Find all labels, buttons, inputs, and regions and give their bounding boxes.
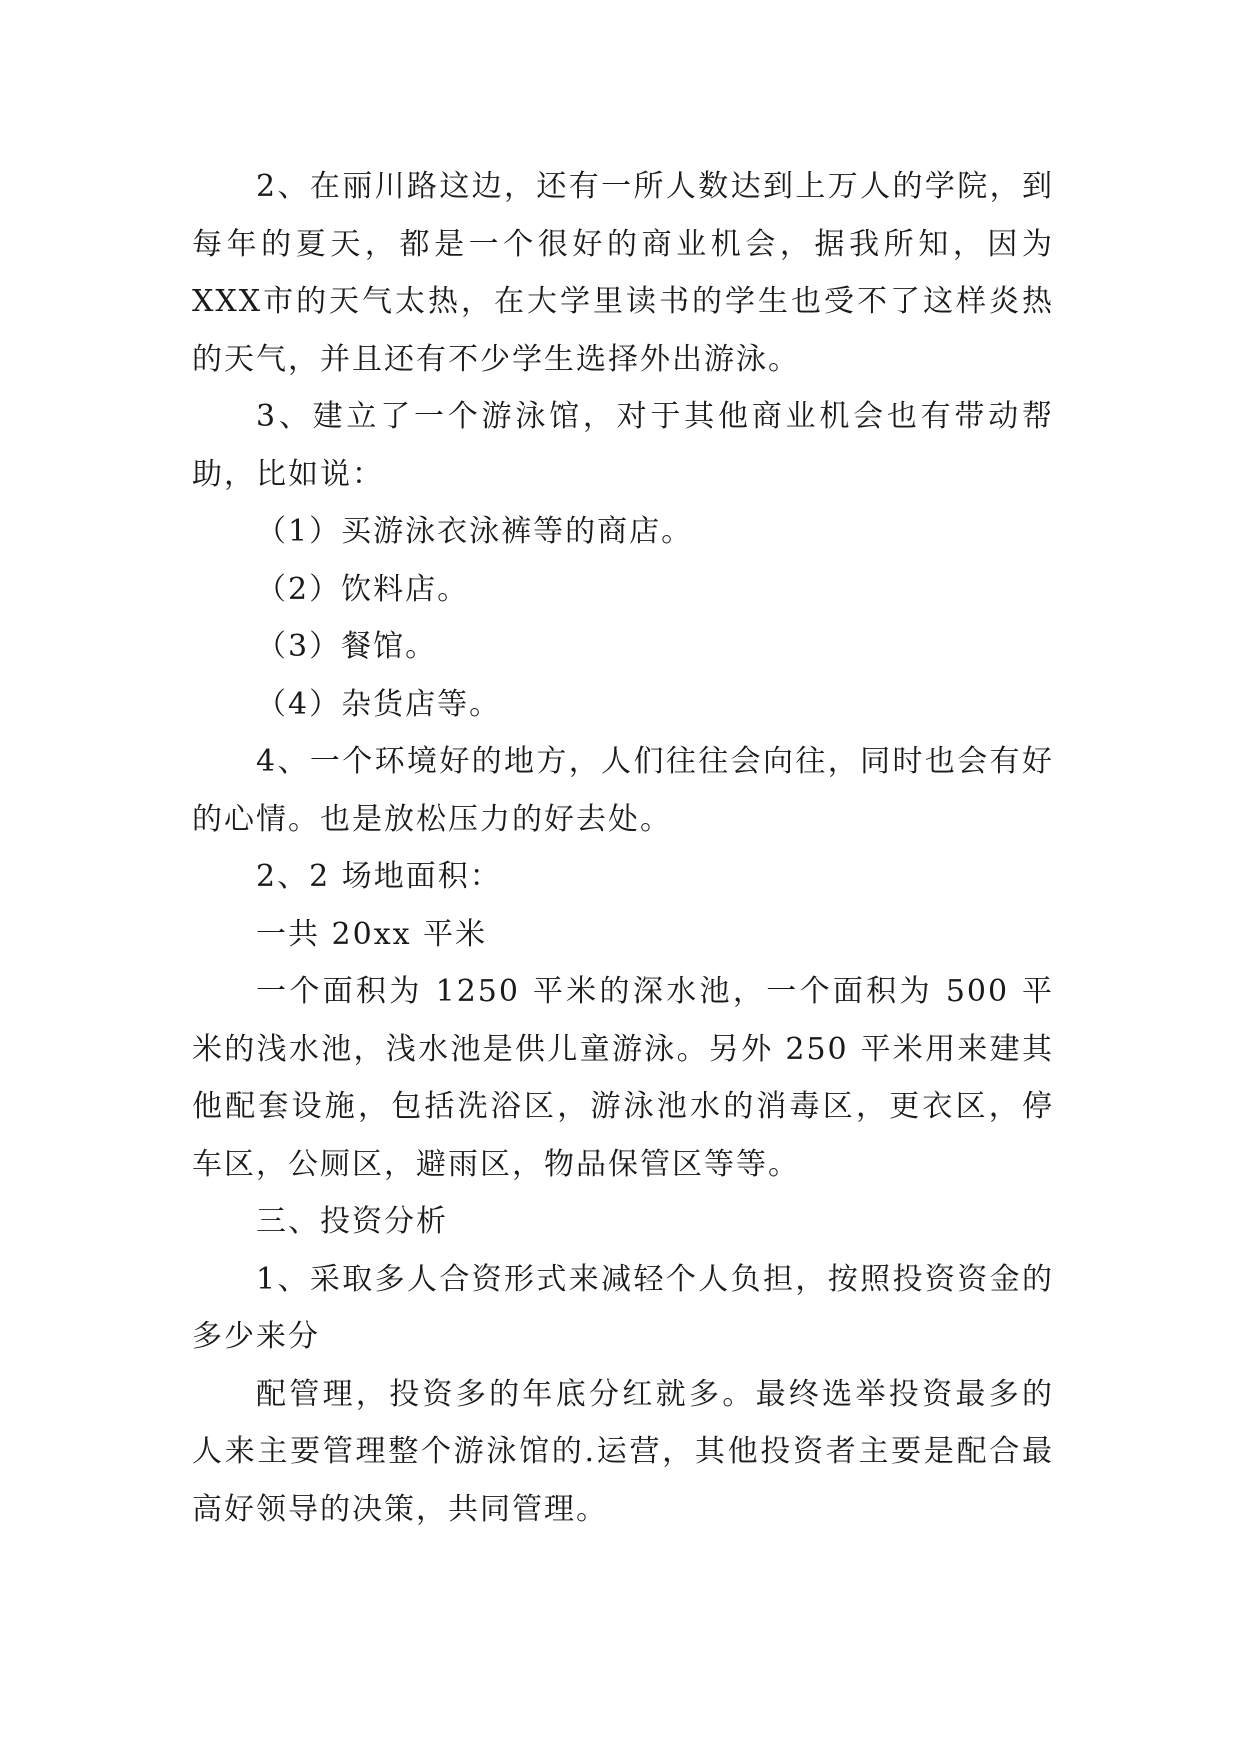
paragraph-subitem-4: （4）杂货店等。: [256, 686, 502, 722]
paragraph-item-3: 3、建立了一个游泳馆，对于其他商业机会也有带动帮助，比如说：: [192, 399, 1054, 492]
section-heading-investment: 三、投资分析: [256, 1204, 448, 1239]
paragraph-subitem-3: （3）餐馆。: [256, 629, 438, 664]
paragraph-subitem-1: （1）买游泳衣泳裤等的商店。: [256, 514, 694, 549]
paragraph-item-4: 4、一个环境好的地方，人们往往会向往，同时也会有好的心情。也是放松压力的好去处。: [192, 744, 1054, 837]
paragraph-item-2: 2、在丽川路这边，还有一所人数达到上万人的学院，到每年的夏天，都是一个很好的商业机会，据我所知，因为XXX市的天气太热，在大学里读书的学生也受不了这样炎热的天气，并且还有不少学生选择外出游泳。: [192, 169, 1054, 377]
paragraph-total-area: 一共 20xx 平米: [256, 916, 488, 952]
paragraph-investment-management: 配管理，投资多的年底分红就多。最终选举投资最多的人来主要管理整个游泳馆的.运营，其他投资者主要是配合最高好领导的决策，共同管理。: [192, 1376, 1054, 1527]
document-body: [192, 158, 1054, 1538]
paragraph-pool-details: 一个面积为 1250 平米的深水池，一个面积为 500 平米的浅水池，浅水池是供儿童游泳。另外 250 平米用来建其他配套设施，包括洗浴区，游泳池水的消毒区，更衣区，停车区，公厕区，避雨区，物品保管区等等。: [192, 974, 1054, 1182]
paragraph-investment-1: 1、采取多人合资形式来减轻个人负担，按照投资资金的多少来分: [192, 1261, 1054, 1354]
section-heading-site-area: 2、2 场地面积：: [256, 859, 502, 894]
paragraph-subitem-2: （2）饮料店。: [256, 571, 470, 607]
